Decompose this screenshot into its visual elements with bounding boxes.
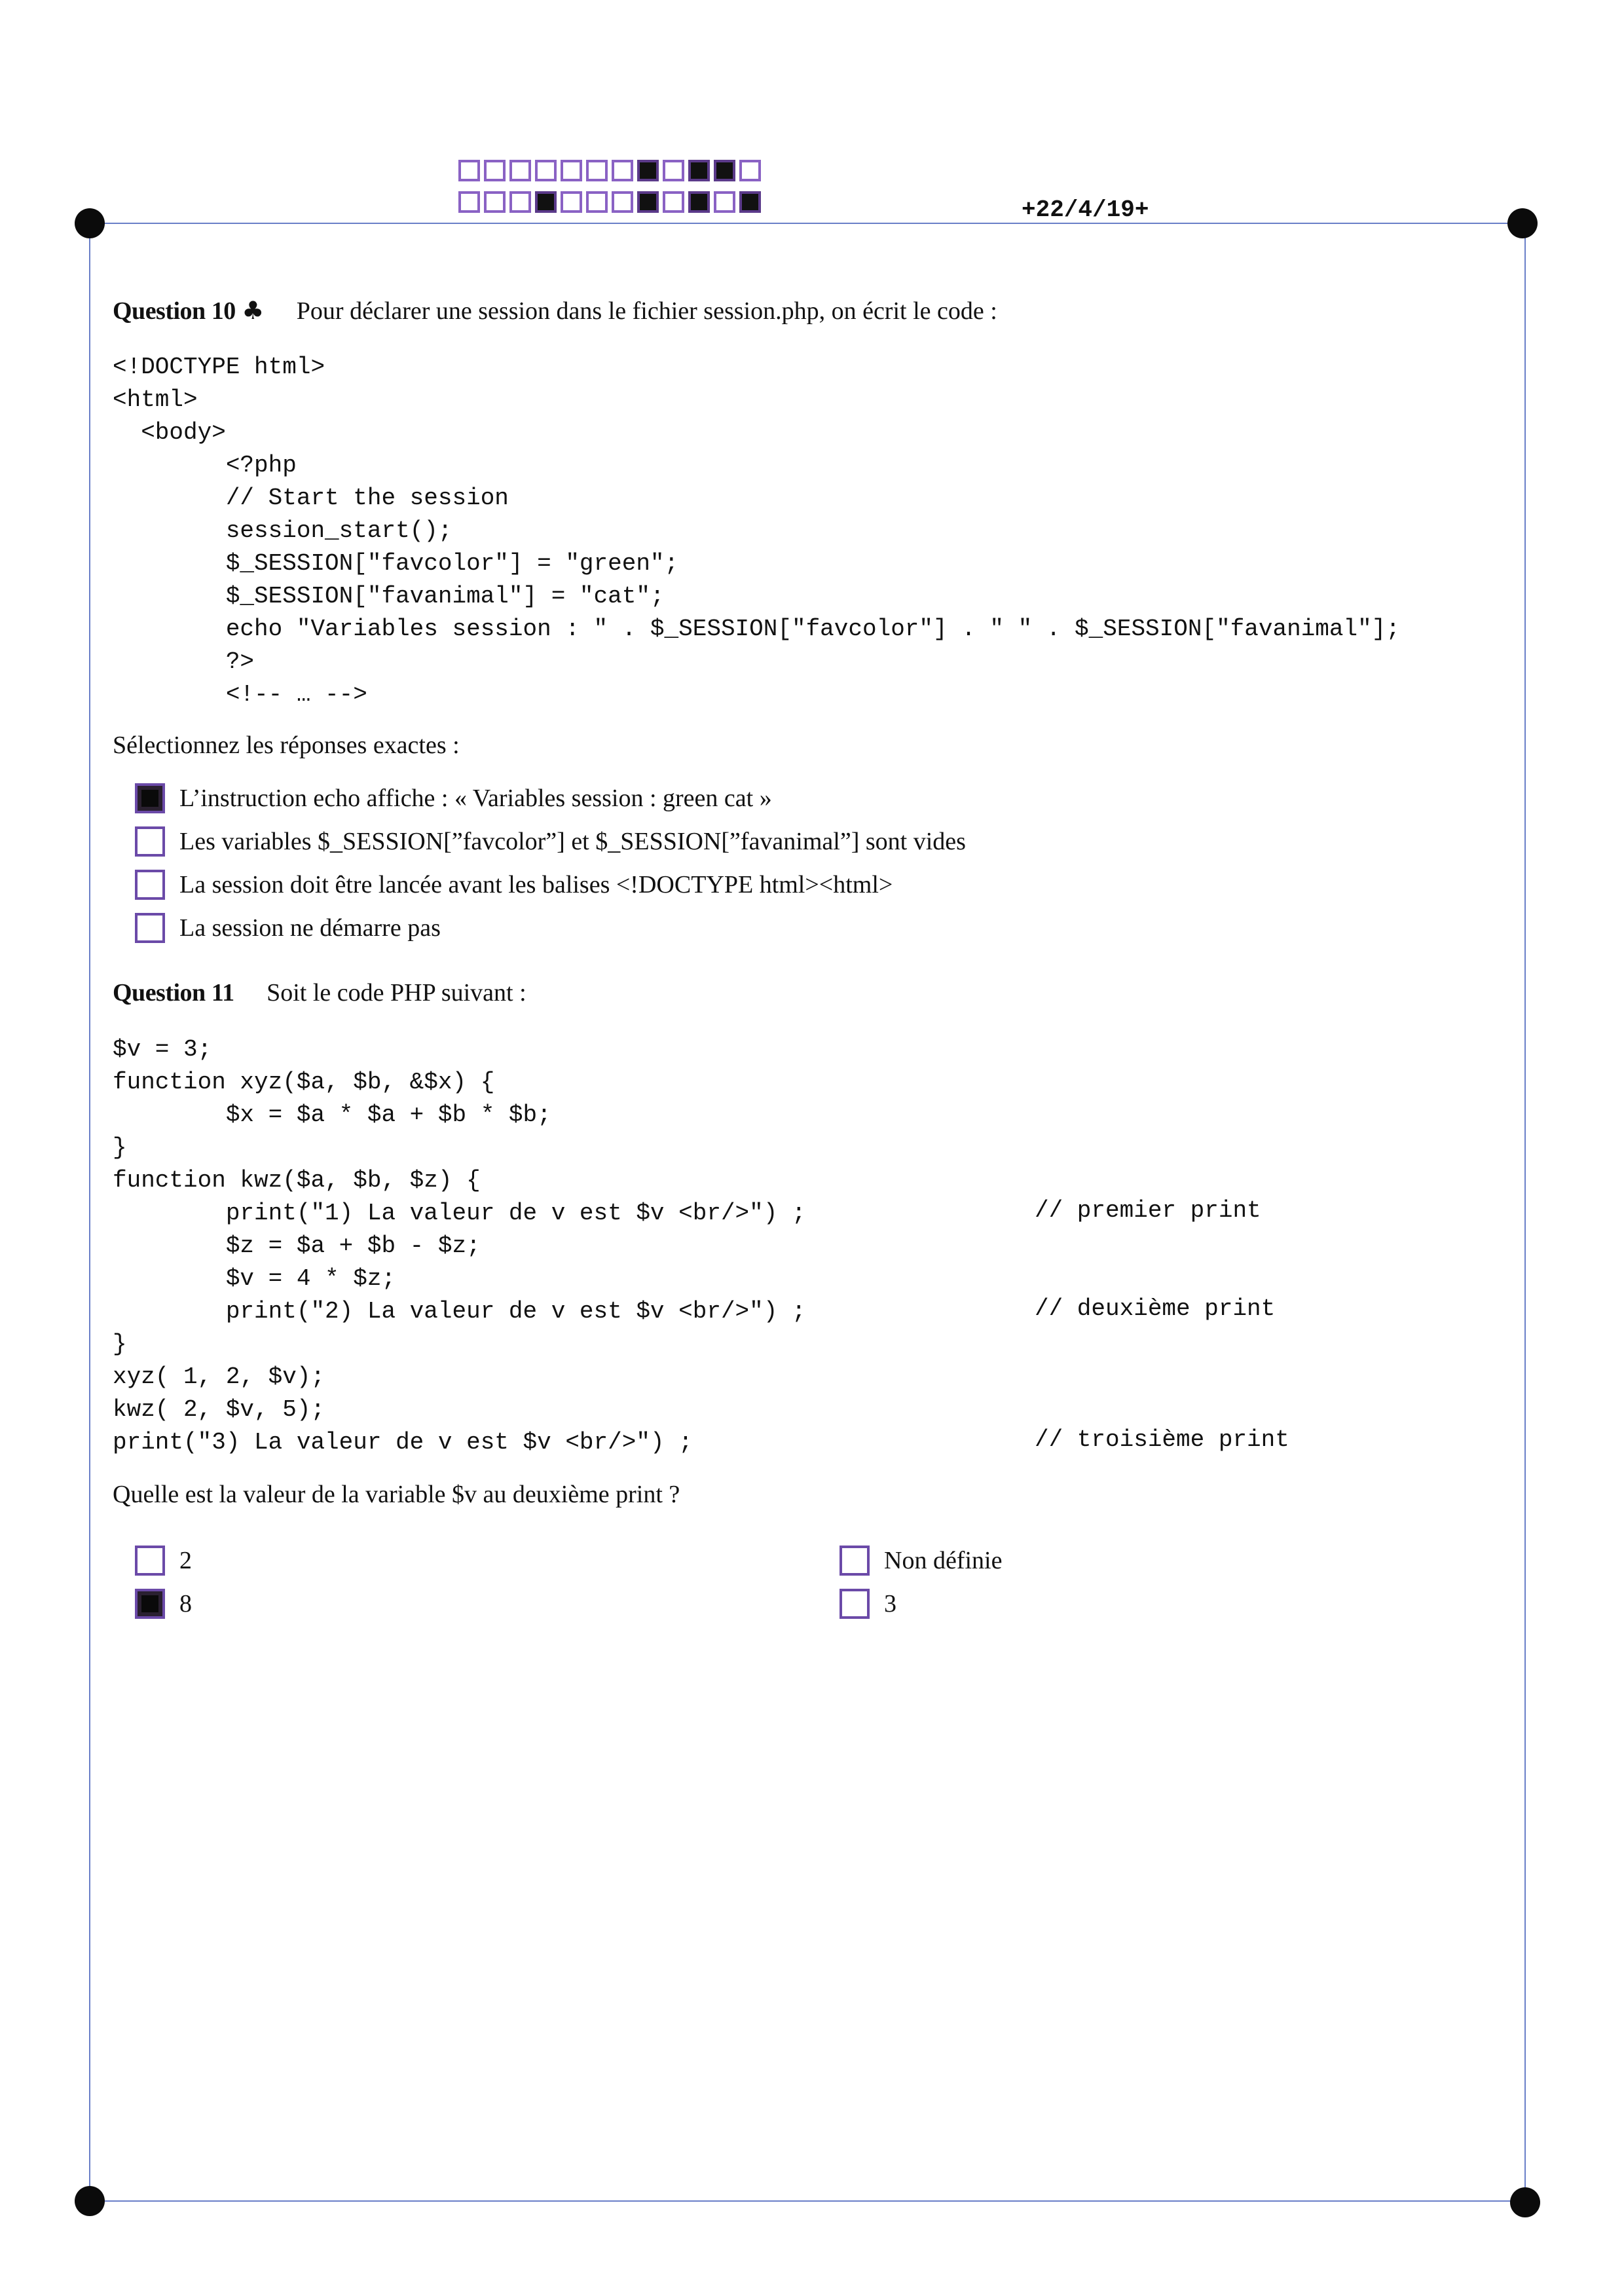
id-code-cell (739, 160, 761, 181)
option-label: 3 (884, 1590, 896, 1618)
id-code-cell (637, 191, 659, 213)
id-code-row-1 (458, 160, 765, 181)
id-code-cell (509, 191, 531, 213)
option-label: L’instruction echo affiche : « Variables session : green cat » (179, 785, 772, 812)
club-icon: ♣ (242, 296, 265, 325)
id-code-cell (637, 160, 659, 181)
option-label: 2 (179, 1547, 192, 1574)
checkbox[interactable] (135, 1589, 165, 1619)
q10-option-1[interactable] (135, 783, 772, 813)
id-code-cell (663, 160, 684, 181)
question-10-number: Question 10 (113, 297, 236, 325)
id-code-cell (535, 160, 557, 181)
id-code-cell (714, 191, 735, 213)
option-label: Non définie (884, 1547, 1003, 1574)
option-label: La session doit être lancée avant les balises <!DOCTYPE html><html> (179, 871, 893, 898)
corner-mark-top-right (1507, 208, 1538, 238)
comment-deuxieme-print: // deuxième print (1035, 1295, 1276, 1322)
id-code-cell (484, 160, 506, 181)
question-11-code: $v = 3; function xyz($a, $b, &$x) { $x = $a * $a + $b * $b; } function kwz($a, $b, $z) { print("1) La valeur de v est $v <br/>") ; $z = $a + $b - $z; $v = 4 * $z; print("2) La valeur de v est $v <br/>") ; } xyz( 1, 2, $v); kwz( 2, $v, 5); print("3) La valeur de v est $v <br/>") ; (113, 1036, 806, 1456)
id-code-cell (612, 160, 633, 181)
checkbox[interactable] (135, 783, 165, 813)
id-code-cell (561, 191, 582, 213)
id-code-cell (688, 191, 710, 213)
id-code-row-2 (458, 191, 765, 213)
id-code-cell (509, 160, 531, 181)
id-code-cell (484, 191, 506, 213)
id-code-cell (458, 191, 480, 213)
id-code-cell (739, 191, 761, 213)
q11-option-non-definie[interactable] (840, 1546, 1002, 1576)
id-code-cell (714, 160, 735, 181)
checkbox[interactable] (840, 1546, 870, 1576)
option-label: Les variables $_SESSION[”favcolor”] et $_SESSION[”favanimal”] sont vides (179, 828, 966, 855)
comment-troisieme-print: // troisième print (1035, 1426, 1289, 1453)
checkbox[interactable] (135, 1546, 165, 1576)
checkbox[interactable] (840, 1589, 870, 1619)
question-10-code: <!DOCTYPE html> <html> <body> <?php // Start the session session_start(); $_SESSION["favcolor"] = "green"; $_SESSION["favanimal"] = "cat"; echo "Variables session : " . $_SESSION["favcolor"] . " " . $_SESSION["favanimal"]; ?> <!-- … --> (113, 354, 1400, 708)
q10-option-4[interactable] (135, 913, 441, 943)
q10-option-2[interactable] (135, 826, 966, 857)
question-11-number: Question 11 (113, 979, 234, 1007)
corner-mark-top-left (75, 208, 105, 238)
option-label: 8 (179, 1590, 192, 1618)
comment-premier-print: // premier print (1035, 1197, 1261, 1224)
corner-mark-bottom-right (1510, 2187, 1540, 2217)
checkbox[interactable] (135, 826, 165, 857)
q11-option-3[interactable] (840, 1589, 896, 1619)
question-11-text: Soit le code PHP suivant : (267, 979, 526, 1007)
question-10-text: Pour déclarer une session dans le fichier session.php, on écrit le code : (296, 297, 997, 325)
checkbox[interactable] (135, 913, 165, 943)
question-10-header (113, 296, 997, 325)
id-code-cell (586, 160, 608, 181)
question-10-prompt: Sélectionnez les réponses exactes : (113, 731, 460, 759)
corner-mark-bottom-left (75, 2186, 105, 2216)
q10-option-3[interactable] (135, 870, 893, 900)
id-code-cell (561, 160, 582, 181)
id-code-cell (458, 160, 480, 181)
page-id: +22/4/19+ (1022, 196, 1149, 223)
question-11-prompt: Quelle est la valeur de la variable $v au deuxième print ? (113, 1481, 680, 1508)
q11-option-8[interactable] (135, 1589, 192, 1619)
checkbox[interactable] (135, 870, 165, 900)
question-11-header (113, 978, 526, 1007)
id-code-cell (663, 191, 684, 213)
q11-option-2[interactable] (135, 1546, 192, 1576)
id-code-cell (586, 191, 608, 213)
option-label: La session ne démarre pas (179, 914, 441, 942)
id-code-cell (612, 191, 633, 213)
id-code-cell (535, 191, 557, 213)
id-code-cell (688, 160, 710, 181)
